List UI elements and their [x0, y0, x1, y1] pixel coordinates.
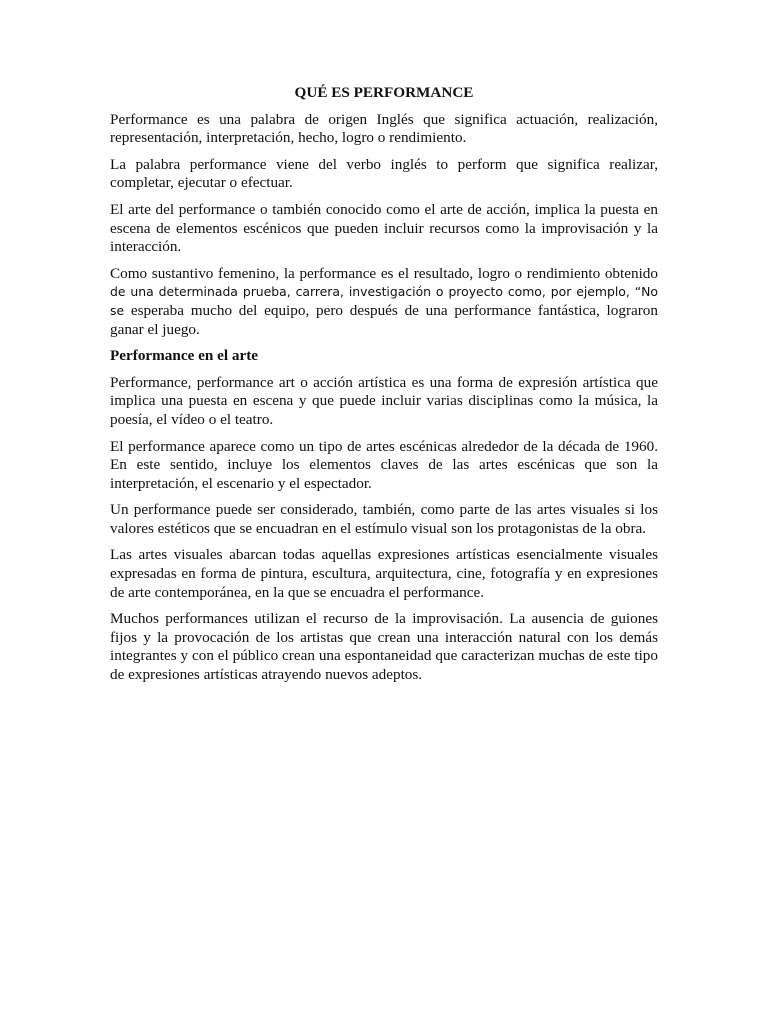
- paragraph-history: El performance aparece como un tipo de artes escénicas alrededor de la década de 1960. En este sentido, incluye los elementos claves de las artes escénicas que son la interpretación, el escenario y el espectador.: [110, 437, 658, 492]
- document-title: QUÉ ES PERFORMANCE: [294, 84, 474, 101]
- paragraph-improvisation: Muchos performances utilizan el recurso de la improvisación. La ausencia de guiones fijos y la provocación de los artistas que crean una interacción natural con los demás integrantes y con el público crean una espontaneidad que caracterizan muchas de este tipo de expresiones artísticas atrayendo nuevos adeptos.: [110, 610, 658, 684]
- paragraph-visual-arts: Un performance puede ser considerado, también, como parte de las artes visuales si los valores estéticos que se encuadran en el estímulo visual son los protagonistas de la obra.: [110, 501, 658, 537]
- paragraph-feminine-noun-part-3: esperaba mucho del equipo, pero después de una performance fantástica, lograron ganar el juego.: [110, 301, 658, 338]
- paragraph-etymology: La palabra performance viene del verbo inglés to perform que significa realizar, completar, ejecutar o efectuar.: [110, 155, 658, 192]
- paragraph-action-art: El arte del performance o también conocido como el arte de acción, implica la puesta en escena de elementos escénicos que pueden incluir recursos como la improvisación y la interacción.: [110, 200, 658, 256]
- document-page: [110, 84, 658, 693]
- paragraph-feminine-noun-part-2: de una determinada prueba, carrera, investigación o proyecto como, por ejemplo, “No se: [110, 284, 658, 318]
- paragraph-feminine-noun: [110, 265, 658, 339]
- paragraph-performance-art: Performance, performance art o acción artística es una forma de expresión artística que implica una puesta en escena y que puede incluir varias disciplinas como la música, la poesía, el vídeo o el teatro.: [110, 373, 658, 428]
- section-heading: Performance en el arte: [110, 347, 258, 365]
- paragraph-definition: Performance es una palabra de origen Inglés que significa actuación, realización, representación, interpretación, hecho, logro o rendimiento.: [110, 110, 658, 147]
- paragraph-feminine-noun-part-1: Como sustantivo femenino, la performance es el resultado, logro o rendimiento obtenido: [110, 264, 658, 282]
- paragraph-visual-arts-forms: Las artes visuales abarcan todas aquellas expresiones artísticas esencialmente visuales expresadas en forma de pintura, escultura, arquitectura, cine, fotografía y en expresiones de arte contemporánea, en la que se encuadra el performance.: [110, 546, 658, 601]
